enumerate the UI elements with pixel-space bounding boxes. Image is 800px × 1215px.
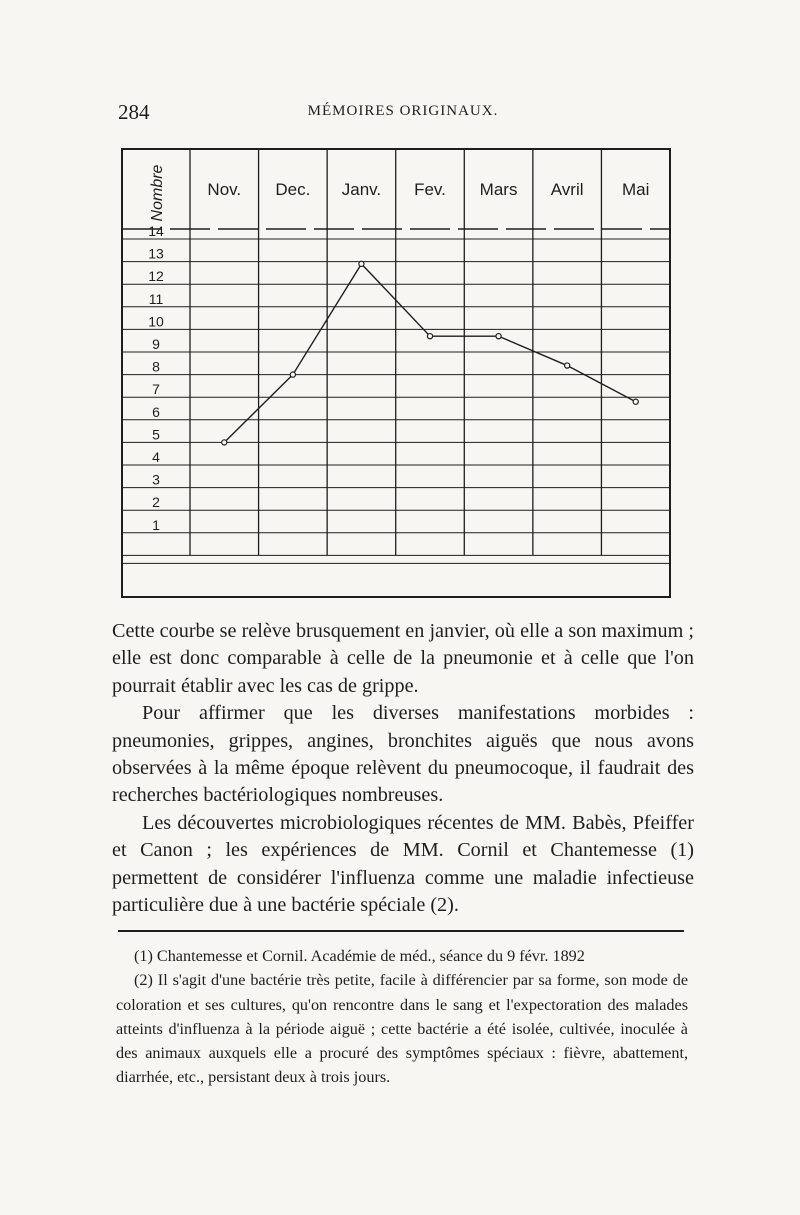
- y-tick-label: 14: [148, 223, 164, 239]
- y-tick-label: 4: [152, 449, 160, 465]
- running-head: [118, 100, 688, 126]
- y-tick-label: 2: [152, 494, 160, 511]
- category-label-janv: Janv.: [341, 180, 382, 199]
- y-tick-label: 12: [148, 268, 164, 285]
- category-label-avril: Avril: [550, 180, 584, 199]
- series-line: [224, 264, 635, 443]
- category-label-dec: Dec.: [275, 180, 311, 199]
- footnote-separator: [118, 930, 684, 932]
- y-tick-label: 8: [152, 358, 160, 375]
- data-point-nov: [222, 440, 227, 445]
- paragraph-3: Les découvertes microbiologiques récentes de MM. Babès, Pfeiffer et Canon ; les expériences de MM. Cornil et Chantemesse (1) permettent de considérer l'influenza comme une maladie infectieuse particulière due à une bactérie spéciale (2).: [112, 811, 694, 917]
- data-point-fev: [427, 334, 432, 339]
- y-axis-label: Nombre: [149, 164, 166, 222]
- paragraph-1: Cette courbe se relève brusquement en janvier, où elle a son maximum ; elle est donc comparable à celle de la pneumonie et à celle que l'on pourrait établir avec les cas de grippe.: [112, 620, 694, 697]
- line-chart-svg: [118, 145, 678, 605]
- running-title: MÉMOIRES ORIGINAUX.: [307, 103, 499, 119]
- data-point-janv: [359, 261, 364, 266]
- category-label-mars: Mars: [479, 180, 518, 199]
- chart: [118, 145, 678, 605]
- y-tick-label: 13: [148, 245, 164, 262]
- y-tick-label: 3: [152, 471, 160, 488]
- y-tick-label: 6: [152, 403, 160, 420]
- footnote-2: (2) Il s'agit d'une bactérie très petite, facile à différencier par sa forme, son mode de coloration et ses cultures, qu'on rencontre dans le sang et l'expectoration des malades atteints d'influenza à la période aiguë ; cette bactérie a été isolée, cultivée, inoculée à des animaux auxquels elle a procuré des symptômes spéciaux : fièvre, abattement, diarrhée, etc., persistant deux à trois jours.: [116, 971, 688, 1087]
- footnote-1: (1) Chantemesse et Cornil. Académie de méd., séance du 9 févr. 1892: [134, 947, 585, 965]
- category-label-nov: Nov.: [207, 180, 242, 199]
- data-point-mai: [633, 399, 638, 404]
- category-label-fev: Fev.: [414, 180, 446, 199]
- data-point-dec: [290, 372, 295, 377]
- y-tick-label: 9: [152, 336, 160, 352]
- data-point-mars: [496, 334, 501, 339]
- body-text: [112, 618, 694, 919]
- page-number: 284: [118, 100, 150, 124]
- y-tick-label: 5: [152, 426, 160, 443]
- y-tick-label: 1: [152, 516, 160, 533]
- y-tick-label: 10: [148, 313, 164, 330]
- y-tick-label: 11: [148, 290, 164, 307]
- paragraph-2: Pour affirmer que les diverses manifestations morbides : pneumonies, grippes, angines, bronchites aiguës que nous avons observées à la même époque relèvent du pneumocoque, il faudrait des recherches bactériologiques nombreuses.: [112, 702, 694, 807]
- y-tick-label: 7: [152, 381, 160, 398]
- category-label-mai: Mai: [622, 180, 650, 199]
- data-point-avril: [565, 363, 570, 368]
- footnotes: [116, 944, 688, 1090]
